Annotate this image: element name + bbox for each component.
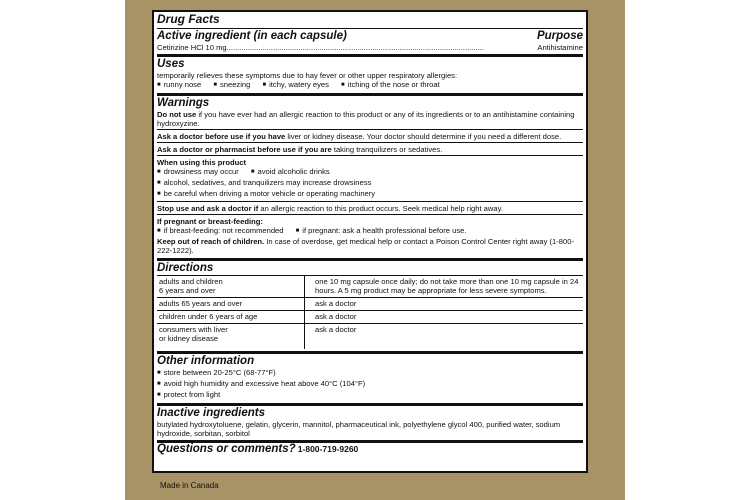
uses-item: ■ itchy, watery eyes bbox=[262, 80, 328, 89]
questions-phone: 1-800-719-9260 bbox=[297, 444, 359, 454]
do-not-use-label: Do not use bbox=[157, 110, 197, 119]
keep-out-of-reach bbox=[157, 237, 583, 255]
directions-what: one 10 mg capsule once daily; do not take more than one 10 mg capsule in 24 hours. A 5 mg product may be appropriate for less severe symptoms. bbox=[305, 276, 584, 298]
questions-heading: Questions or comments? bbox=[157, 443, 296, 455]
warnings-section bbox=[157, 97, 583, 261]
uses-section bbox=[157, 58, 583, 96]
table-row bbox=[157, 276, 583, 298]
drug-facts-title-section bbox=[157, 13, 583, 29]
directions-section bbox=[157, 262, 583, 354]
inactive-heading: Inactive ingredients bbox=[157, 407, 266, 419]
warnings-heading: Warnings bbox=[157, 97, 210, 109]
uses-text: temporarily relieves these symptoms due to hay fever or other upper respiratory allergies: bbox=[157, 71, 458, 80]
ask-doctor-text: liver or kidney disease. Your doctor should determine if you need a different dose. bbox=[285, 132, 562, 141]
when-using-item: ■ drowsiness may occur bbox=[157, 167, 239, 176]
directions-table bbox=[157, 275, 583, 349]
drug-facts-title: Drug Facts bbox=[157, 12, 220, 26]
table-row bbox=[157, 298, 583, 311]
directions-who: consumers with liver or kidney disease bbox=[157, 324, 305, 350]
active-ingredient-heading: Active ingredient (in each capsule) bbox=[157, 30, 347, 42]
active-ingredient-section bbox=[157, 29, 583, 57]
table-row bbox=[157, 311, 583, 324]
uses-item: ■ itching of the nose or throat bbox=[341, 80, 440, 89]
inactive-section bbox=[157, 407, 583, 443]
when-using-heading: When using this product bbox=[157, 158, 247, 167]
directions-what: ask a doctor bbox=[305, 324, 584, 350]
pregnant-warning bbox=[157, 214, 583, 256]
directions-who: adults and children 6 years and over bbox=[157, 276, 305, 298]
pregnant-line bbox=[157, 226, 583, 237]
active-ingredient-row bbox=[157, 43, 583, 52]
pregnant-item: ■ if breast-feeding: not recommended bbox=[157, 226, 284, 235]
directions-what: ask a doctor bbox=[305, 298, 584, 311]
stop-use-label: Stop use and ask a doctor if bbox=[157, 204, 259, 213]
ask-doctor-label: Ask a doctor before use if you have bbox=[157, 132, 286, 141]
pregnant-item: ■ if pregnant: ask a health professional before use. bbox=[296, 226, 467, 235]
active-ingredient-purpose: Antihistamine bbox=[537, 43, 583, 52]
active-ingredient-name: Cetirizine HCl 10 mg.......................................................................................................................... bbox=[157, 43, 485, 52]
keep-out-text: In case of overdose, get medical help or contact a Poison Control Center right away (1-800-222-1222). bbox=[157, 237, 574, 255]
when-using-line bbox=[157, 167, 583, 178]
ask-pharmacist-label: Ask a doctor or pharmacist before use if you are bbox=[157, 145, 332, 154]
when-using-item: ■ be careful when driving a motor vehicle or operating machinery bbox=[157, 189, 583, 200]
do-not-use-warning bbox=[157, 110, 583, 129]
pregnant-heading: If pregnant or breast-feeding: bbox=[157, 217, 263, 226]
ask-pharmacist-text: taking tranquilizers or sedatives. bbox=[331, 145, 443, 154]
questions-section bbox=[157, 443, 583, 458]
ask-doctor-warning bbox=[157, 129, 583, 142]
purpose-heading: Purpose bbox=[536, 30, 583, 42]
other-info-item: ■ avoid high humidity and excessive heat above 40°C (104°F) bbox=[157, 379, 583, 390]
other-info-item: ■ protect from light bbox=[157, 390, 583, 401]
inactive-text: butylated hydroxytoluene, gelatin, glycerin, mannitol, pharmaceutical ink, polyethylene glycol 400, purified water, sodium hydroxide, sorbitan, sorbitol bbox=[157, 420, 561, 438]
other-info-item: ■ store between 20-25°C (68-77°F) bbox=[157, 368, 583, 379]
active-heading-row bbox=[157, 29, 583, 43]
do-not-use-text: if you have ever had an allergic reaction to this product or any of its ingredients or to an antihistamine containing hydroxyzine. bbox=[157, 110, 575, 128]
stop-use-warning bbox=[157, 201, 583, 214]
drug-facts-panel bbox=[152, 10, 588, 473]
other-info-section bbox=[157, 355, 583, 406]
uses-item: ■ runny nose bbox=[157, 80, 201, 89]
other-info-heading: Other information bbox=[157, 355, 255, 367]
stop-use-text: an allergic reaction to this product occurs. Seek medical help right away. bbox=[258, 204, 503, 213]
when-using-item: ■ alcohol, sedatives, and tranquilizers may increase drowsiness bbox=[157, 178, 583, 189]
directions-who: children under 6 years of age bbox=[157, 311, 305, 324]
directions-who: adults 65 years and over bbox=[157, 298, 305, 311]
ask-pharmacist-warning bbox=[157, 142, 583, 155]
table-row bbox=[157, 324, 583, 350]
when-using-item: ■ avoid alcoholic drinks bbox=[251, 167, 330, 176]
directions-what: ask a doctor bbox=[305, 311, 584, 324]
directions-heading: Directions bbox=[157, 262, 214, 274]
uses-item: ■ sneezing bbox=[213, 80, 250, 89]
when-using-warning bbox=[157, 155, 583, 201]
uses-heading: Uses bbox=[157, 58, 185, 70]
uses-list bbox=[157, 80, 583, 91]
keep-out-label: Keep out of reach of children. bbox=[157, 237, 265, 246]
made-in-label: Made in Canada bbox=[160, 481, 219, 490]
